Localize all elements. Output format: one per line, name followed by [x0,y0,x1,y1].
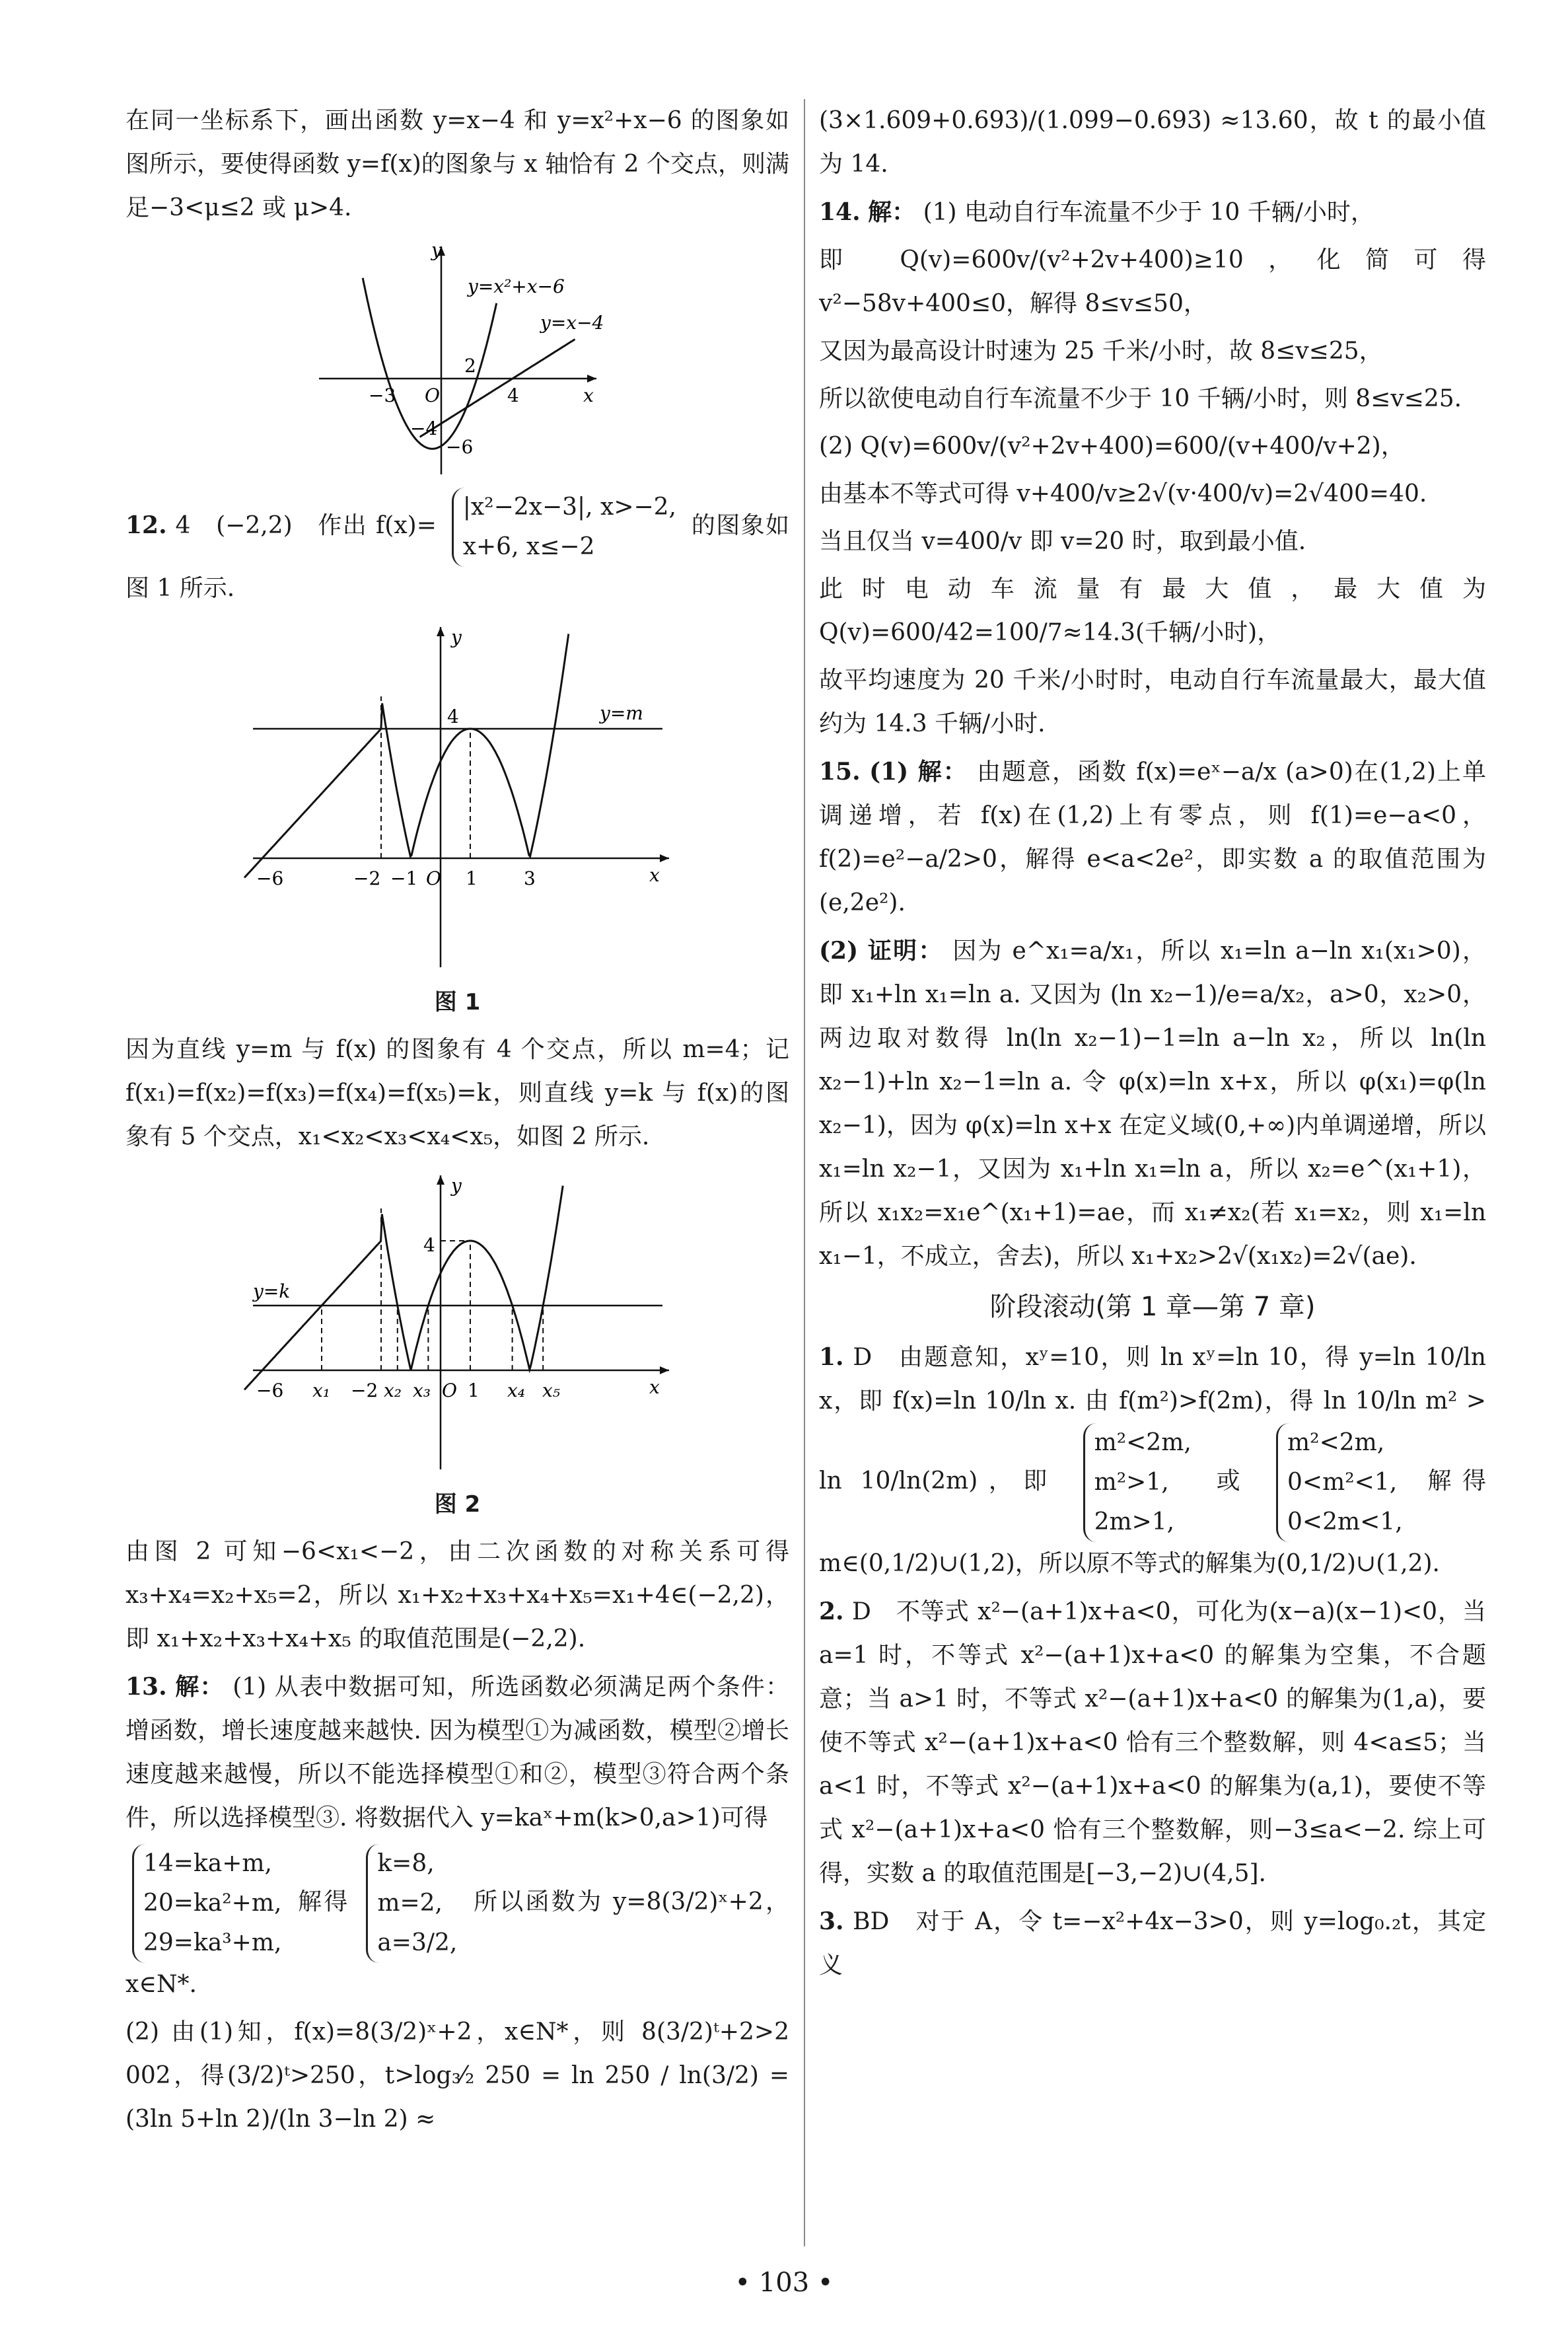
stage-question-3 [819,1900,1486,1987]
solution-label: 解： [175,1673,225,1701]
inequality: 2m>1, [1094,1508,1175,1535]
paragraph: (2) 由(1)知，f(x)=8(3/2)ˣ+2，x∈N*，则 8(3/2)ᵗ+2>2 002，得(3/2)ᵗ>250，t>log₃⁄₂ 250 = ln 250 / ln(3/2) = (3ln 5+ln 2)/(ln 3−ln 2) ≈ [125,2018,789,2133]
inequality: m²<2m, [1287,1429,1385,1456]
tick-label: 2 [464,355,476,377]
stage-question-1 [819,1335,1486,1586]
tick-label: x₅ [542,1380,560,1401]
paragraph: 当且仅当 v=400/v 即 v=20 时，取到最小值. [819,528,1306,555]
paragraph: 所以欲使电动自行车流量不少于 10 千辆/小时，则 8≤v≤25. [819,385,1462,412]
paragraph: 又因为最高设计时速为 25 千米/小时，故 8≤v≤25， [819,338,1383,365]
right-column [819,99,1486,1991]
equation-system [132,1844,281,1963]
figure-2 [240,1165,676,1476]
tick-label: −6 [256,1380,283,1401]
question-number: 3. [819,1907,844,1935]
question-number: 1. [819,1343,844,1371]
text: 的图象如图 1 所示. [125,512,789,602]
equation: 29=ka³+m, [143,1929,282,1956]
figure-caption: 图 2 [434,1491,481,1518]
tick-label: −2 [353,867,380,889]
question-number: 14. [819,198,861,226]
proof-label: (2) 证明： [819,937,944,965]
text: 由题意，函数 f(x)=eˣ−a/x (a>0)在(1,2)上单调递增，若 f(x)在(1,2)上有零点，则 f(1)=e−a<0，f(2)=e²−a/2>0，解得 e<a<2e²，即实数 a 的取值范围为(e,2e²). [819,758,1487,916]
paragraph: 即 Q(v)=600v/(v²+2v+400)≥10，化简可得 v²−58v+400≤0，解得 8≤v≤50， [819,246,1486,317]
line-label: y=k [252,1280,290,1302]
text: 4 (−2,2) 作出 f(x)= [175,512,437,539]
equation: k=8, [377,1850,435,1877]
paragraph: 故平均速度为 20 千米/小时时，电动自行车流量最大，最大值约为 14.3 千辆/小时. [819,667,1486,737]
text: D 由题意知，xʸ=10，则 ln xʸ=ln 10，得 y=ln 10/ln x，即 f(x)=ln 10/ln x. 由 f(m²)>f(2m)，得 ln 10/ln m² > ln 10/ln(2m)，即 [819,1344,1486,1495]
line-label: y=x−4 [540,312,604,334]
paragraph: 由基本不等式可得 v+400/v≥2√(v·400/v)=2√400=40. [819,480,1427,507]
figure-1 [240,617,676,974]
tick-label: −6 [445,436,473,458]
text: (1) 从表中数据可知，所选函数必须满足两个条件：增函数，增长速度越来越快. 因为模型①为减函数，模型②增长速度越来越慢，所以不能选择模型①和②，模型③符合两个条件，所以选择模型③. 将数据代入 y=kaˣ+m(k>0,a>1)可得 [125,1674,789,1831]
inequality: m²>1, [1094,1469,1169,1496]
page-number: • 103 • [734,2268,834,2298]
text: BD 对于 A，令 t=−x²+4x−3>0，则 y=log₀.₂t，其定义 [819,1908,1486,1979]
origin-label: O [424,385,440,406]
section-heading: 阶段滚动(第 1 章—第 7 章) [989,1292,1316,1322]
solution-system [366,1844,457,1963]
inequality-system [1276,1423,1403,1542]
function-graph [244,634,569,877]
question-14 [819,190,1486,235]
axis-label-x: x [649,1376,660,1398]
question-number: 2. [819,1598,844,1625]
text: D 不等式 x²−(a+1)x+a<0，可化为(x−a)(x−1)<0，当 a=1 时，不等式 x²−(a+1)x+a<0 的解集为空集，不合题意；当 a>1 时，不等式 x²−(a+1)x+a<0 的解集为(1,a)，要使不等式 x²−(a+1)x+a<0 恰有三个整数解，则 4<a≤5；当 a<1 时，不等式 x²−(a+1)x+a<0 的解集为(a,1)，要使不等式 x²−(a+1)x+a<0 恰有三个整数解，则−3≤a<−2. 综上可得，实数 a 的取值范围是[−3,−2)∪(4,5]. [819,1598,1486,1887]
figure-caption: 图 1 [434,989,481,1015]
paragraph: (2) Q(v)=600v/(v²+2v+400)=600/(v+400/v+2)， [819,433,1405,460]
question-13 [125,1665,789,1840]
question-12 [125,488,789,610]
tick-label: 1 [465,867,478,889]
question-number: 13. [125,1673,167,1701]
paragraph: (3×1.609+0.693)/(1.099−0.693) ≈13.60，故 t 的最小值为 14. [819,107,1486,178]
tick-label: −2 [350,1380,378,1401]
tick-label: −3 [368,385,396,406]
paragraph: 由图 2 可知−6<x₁<−2，由二次函数的对称关系可得 x₃+x₄=x₂+x₅=2，所以 x₁+x₂+x₃+x₄+x₅=x₁+4∈(−2,2)，即 x₁+x₂+x₃+x₄+x₅ 的取值范围是(−2,2). [125,1538,789,1652]
tick-label: x₄ [507,1380,525,1401]
text: 解得 [298,1888,350,1915]
column-divider [804,99,805,2246]
figure-parabola-line [306,237,610,481]
inequality-system [1083,1423,1192,1542]
equation: a=3/2, [377,1929,458,1956]
line-curve [419,340,575,437]
inequality: 0<2m<1, [1287,1508,1403,1535]
axis-label-y: y [450,1175,462,1197]
tick-label: x₂ [383,1380,402,1401]
axis-label-x: x [583,385,594,406]
question-number: 12. [125,511,167,539]
inequality: m²<2m, [1094,1429,1192,1456]
origin-label: O [441,1380,457,1401]
paragraph: 在同一坐标系下，画出函数 y=x−4 和 y=x²+x−6 的图象如图所示，要使得函数 y=f(x)的图象与 x 轴恰有 2 个交点，则满足−3<μ≤2 或 μ>4. [125,107,789,221]
question-15-part-1 [819,750,1486,925]
inequality: 0<m²<1, [1287,1469,1398,1496]
tick-label: 3 [523,867,536,889]
text: 解得 m∈(0,1/2)∪(1,2)，所以原不等式的解集为(0,1/2)∪(1,2). [819,1467,1486,1577]
text: 所以函数为 y=8(3/2)ˣ+2，x∈N*. [125,1888,789,1998]
tick-label: −6 [256,867,283,889]
text: (1) 电动自行车流量不少于 10 千辆/小时， [923,199,1374,226]
tick-label: 4 [446,706,459,727]
text: 或 [1216,1467,1252,1495]
tick-label: x₃ [412,1380,431,1401]
line-label: y=m [599,702,643,724]
equation-system-row [125,1844,789,2007]
stage-question-2 [819,1590,1486,1896]
piecewise-function [452,488,676,567]
case: x+6, x≤−2 [462,533,595,560]
tick-label: x₁ [312,1380,330,1401]
question-15-part-2 [819,929,1486,1278]
question-number: 15. [819,758,861,786]
text: 因为 e^x₁=a/x₁，所以 x₁=ln a−ln x₁(x₁>0)，即 x₁+ln x₁=ln a. 又因为 (ln x₂−1)/e=a/x₂，a>0，x₂>0，两边取对数得 ln(ln x₂−1)−1=ln a−ln x₂，所以 ln(ln x₂−1)+ln x₂−1=ln a. 令 φ(x)=ln x+x，所以 φ(x₁)=φ(ln x₂−1)，因为 φ(x)=ln x+x 在定义域(0,+∞)内单调递增，所以 x₁=ln x₂−1，又因为 x₁+ln x₁=ln a，所以 x₂=e^(x₁+1)，所以 x₁x₂=x₁e^(x₁+1)=ae，而 x₁≠x₂(若 x₁=x₂，则 x₁=ln x₁−1，不成立，舍去)，所以 x₁+x₂>2√(x₁x₂)=2√(ae). [819,938,1486,1270]
tick-label: −4 [410,418,437,439]
equation: m=2, [377,1890,443,1917]
tick-label: −1 [390,867,417,889]
left-column [125,99,789,2145]
equation: 20=ka²+m, [143,1890,282,1917]
axis-label-x: x [649,864,660,886]
solution-label: (1) 解： [869,758,968,786]
curve-label: y=x²+x−6 [467,276,565,297]
function-graph [244,1186,563,1390]
solution-label: 解： [868,198,916,226]
origin-label: O [425,867,441,889]
axis-label-y: y [450,626,462,648]
equation: 14=ka+m, [143,1850,272,1877]
tick-label: 1 [467,1380,480,1401]
tick-label: 4 [423,1234,435,1256]
tick-label: 4 [507,385,519,406]
axis-label-y: y [431,239,442,261]
paragraph: 此时电动车流量有最大值，最大值为 Q(v)=600/42=100/7≈14.3(千辆/小时)， [819,575,1486,646]
paragraph: 因为直线 y=m 与 f(x) 的图象有 4 个交点，所以 m=4；记 f(x₁)=f(x₂)=f(x₃)=f(x₄)=f(x₅)=k，则直线 y=k 与 f(x)的图象有 5 个交点，x₁<x₂<x₃<x₄<x₅，如图 2 所示. [125,1036,789,1150]
case: |x²−2x−3|, x>−2, [462,494,676,521]
